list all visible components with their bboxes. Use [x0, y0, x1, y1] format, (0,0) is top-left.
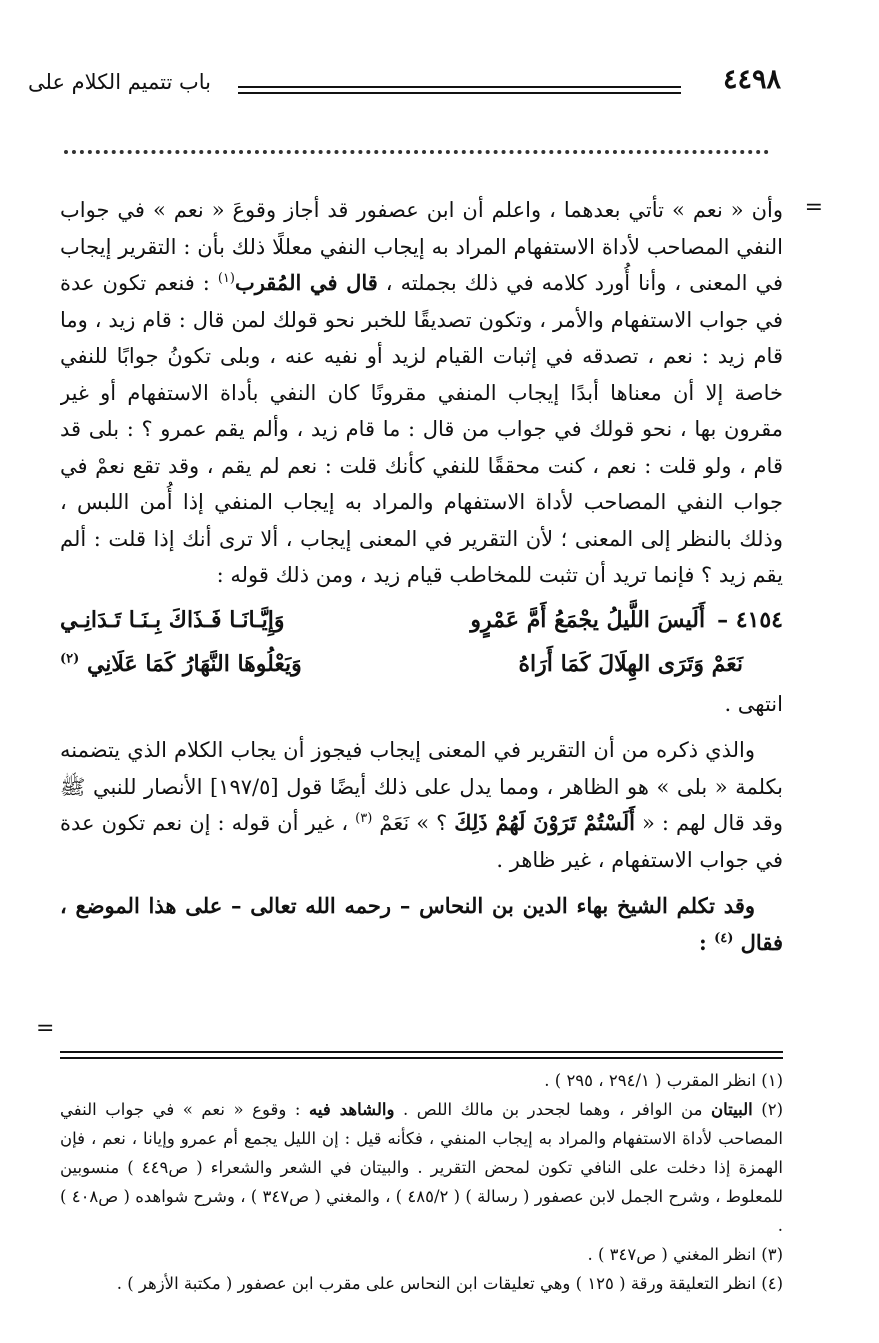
- footnote-2-label-verses: البيتان: [711, 1100, 753, 1119]
- chapter-title: باب تتميم الكلام على: [28, 70, 212, 94]
- footnote-ref-3: (٣): [355, 811, 373, 826]
- footnote-2-label-evidence: والشاهد فيه: [309, 1100, 395, 1119]
- footnote-2-number: (٢): [752, 1100, 783, 1119]
- footnotes: [60, 1066, 783, 1336]
- paragraph-3: [60, 888, 783, 961]
- verse-number: ٤١٥٤ –: [717, 606, 783, 633]
- footnote-1: (١) انظر المقرب ( ٢٩٤/١ ، ٢٩٥ ) .: [544, 1071, 783, 1090]
- poem-hemistich-2b: [60, 642, 302, 686]
- poem-hemistich-1a: [470, 598, 783, 642]
- paragraph-2-text-b: ؟ » نَعَمْ: [372, 811, 455, 835]
- poem-line-1: [60, 598, 783, 642]
- dotted-separator: [64, 150, 769, 154]
- footnote-2: [60, 1095, 783, 1240]
- footnote-3: (٣) انظر المغني ( ص٣٤٧ ) .: [587, 1245, 783, 1264]
- verse-1-second-half: وَإِيَّـانَـا فَـذَاكَ بِـنَـا تَـدَانِـي: [60, 606, 285, 633]
- footnote-ref-2: (٢): [60, 651, 80, 667]
- main-text: [60, 192, 783, 992]
- quote-end: انتهى .: [724, 691, 783, 716]
- quote-source-label: قال في المُقرب: [234, 270, 378, 295]
- paragraph-2-text-a: والذي ذكره من أن التقرير في المعنى إيجاب فيجوز أن يجاب الكلام الذي يتضمنه بكلمة « بلى » هو الظاهر ، ومما يدل على ذلك أيضًا قول [١٩٧/٥] الأنصار للنبي ﷺ وقد قال لهم : «: [60, 738, 783, 835]
- footnote-2-text-a: من الوافر ، وهما لجحدر بن مالك اللص .: [394, 1100, 711, 1119]
- footnote-ref-4: (٤): [714, 930, 734, 946]
- footnote-ref-1: (١): [217, 271, 235, 286]
- hadith-quote: أَلَسْتُمْ تَرَوْنَ لَهُمْ ذَلِكَ: [454, 810, 636, 835]
- paragraph-3-colon: :: [698, 929, 715, 955]
- paragraph-1-text-b: : فنعم تكون عدة في جواب الاستفهام والأمر ، وتكون تصديقًا للخبر نحو قولك لمن قال : قام زيد ، وما قام زيد : نعم ، تصدقه في إثبات القيام لزيد أو نفيه عنه ، وبلى تكونُ جوابًا للنفي خاصة إلا أن معناها أبدًا إيجاب المنفي مقرونًا كان النفي بأداة الاستفهام أو غير مقرون بها ، نحو قولك في جواب من قال : ما قام زيد ، وألم يقم عمرو ؟ : بلى قد قام ، ولو قلت : نعم ، كنت محققًا للنفي كأنك قلت : نعم لم يقم ، وقد تقع نعمْ في جواب النفي المصاحب لأداة الاستفهام والمراد به إيجاب المنفي إذا أُمن اللبس ، وذلك بالنظر إلى المعنى ؛ لأن التقرير في المعنى إيجاب ، ألا ترى أنك إذا قلت : ألم يقم زيد ؟ فإنما تريد أن تثبت للمخاطب قيام زيد ، ومن ذلك قوله :: [60, 271, 783, 587]
- continues-next-page-mark: =: [36, 1016, 55, 1041]
- paragraph-2: [60, 732, 783, 878]
- poem-verse: [60, 598, 783, 686]
- paragraph-3-text: وقد تكلم الشيخ بهاء الدين بن النحاس – رحمه الله تعالى – على هذا الموضع ، فقال: [60, 893, 783, 955]
- paragraph-1: [60, 192, 783, 594]
- footnote-4: (٤) انظر التعليقة ورقة ( ١٢٥ ) وهي تعليقات ابن النحاس على مقرب ابن عصفور ( مكتبة الأزهر ) .: [116, 1274, 783, 1293]
- footnote-2-text-b: : وقوع « نعم » في جواب النفي المصاحب لأداة الاستفهام والمراد به إيجاب المنفي ، فكأنه قيل : إن الليل يجمع أم عمرو وإيانا ، نعم ، فإن الهمزة إذا دخلت على النافي تكون لمحض التقرير . والبيتان في الشعر والشعراء ( ص٤٤٩ ) منسوبين للمعلوط ، وشرح الجمل لابن عصفور ( رسالة ) ( ٤٨٥/٢ ) ، والمغني ( ص٣٤٧ ) ، وشرح شواهده ( ص٤٠٨ ) .: [60, 1100, 783, 1235]
- paragraph-1-text-a: وأن « نعم » تأتي بعدهما ، واعلم أن ابن عصفور قد أجاز وقوعَ « نعم » في جواب النفي المصاحب لأداة الاستفهام المراد به إيجاب النفي معللًا ذلك بأن : التقرير إيجاب في المعنى ، وأنا أُورد كلامه في ذلك بجملته ،: [60, 198, 783, 295]
- verse-1-first-half: أَلَيسَ اللَّيلُ يجْمَعُ أَمَّ عَمْرٍو: [470, 606, 706, 633]
- footnote-double-rule: [60, 1051, 783, 1059]
- verse-2-first-half: نَعَمْ وَتَرَى الهِلَالَ كَمَا أَرَاهُ: [518, 650, 743, 677]
- paragraph-2-text-c: ، غير أن قوله : إن نعم تكون عدة في جواب الاستفهام ، غير ظاهر .: [60, 811, 783, 872]
- continued-from-previous-mark: =: [804, 195, 823, 220]
- verse-2-second-half: وَيَعْلُوهَا النَّهَارُ كَمَا عَلَانِي: [86, 650, 302, 677]
- running-header: [28, 64, 781, 108]
- poem-line-2: [60, 642, 783, 686]
- page-number: ٤٤٩٨: [722, 64, 781, 95]
- header-double-rule: [238, 86, 681, 94]
